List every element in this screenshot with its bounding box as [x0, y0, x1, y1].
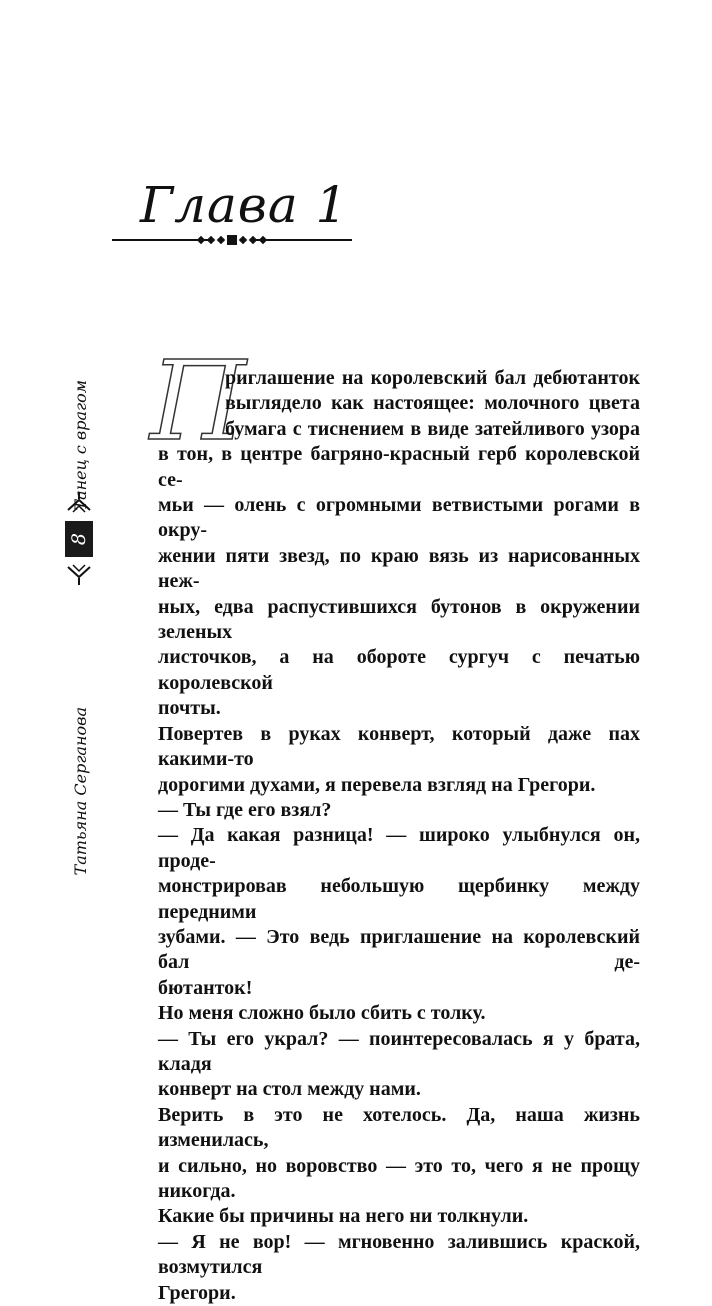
author-name	[66, 589, 94, 993]
text-line: Но меня сложно было сбить с толку.	[158, 1002, 486, 1025]
text-line: выглядело как настоящее: молочного цвета	[225, 392, 640, 415]
body-text	[158, 366, 640, 1306]
text-line: зубами. — Это ведь приглашение на королевский бал де-	[158, 925, 640, 974]
text-line: монстрировав небольшую щербинку между передними	[158, 875, 640, 923]
text-line: почты.	[158, 697, 221, 720]
text-line: бютанток!	[158, 976, 253, 999]
text-line: — Ты где его взял?	[158, 798, 332, 821]
text-line: мьи — олень с огромными ветвистыми рогами в окру-	[158, 494, 640, 542]
page-number: 8	[68, 532, 90, 546]
text-line: Повертев в руках конверт, который даже пах какими-то	[158, 722, 640, 771]
text-line: жении пяти звезд, по краю вязь из нарисованных неж-	[158, 544, 640, 593]
text-line: — Ты его украл? — поинтересовалась я у брата, кладя	[158, 1027, 640, 1075]
text-line: Верить в это не хотелось. Да, наша жизнь изменилась,	[158, 1103, 640, 1152]
page-number-badge	[65, 521, 93, 557]
ornament-arrow-icon	[62, 561, 96, 587]
text-line: в тон, в центре багряно-красный герб королевской се-	[158, 443, 640, 491]
text-line: дорогими духами, я перевела взгляд на Грегори.	[158, 773, 596, 796]
text-line: листочков, а на обороте сургуч с печатью королевской	[158, 646, 640, 694]
text-line: Какие бы причины на него ни толкнули.	[158, 1205, 529, 1228]
text-line: бумага с тиснением в виде затейливого узора	[225, 417, 640, 440]
text-line: конверт на стол между нами.	[158, 1078, 421, 1101]
chapter-title: Глава 1	[140, 176, 349, 234]
running-header	[50, 345, 110, 1065]
text-line: ных, едва распустившихся бутонов в окружении зеленых	[158, 595, 640, 644]
chapter-divider-ornament	[112, 230, 352, 250]
text-line: — Да какая разница! — широко улыбнулся он, проде-	[158, 824, 640, 872]
ornament-arrow-icon	[62, 490, 96, 516]
drop-cap: П	[150, 337, 246, 465]
text-line: — Я не вор! — мгновенно залившись краской, возмутился	[158, 1230, 640, 1279]
text-line: и сильно, но воровство — это то, чего я не прощу никогда.	[158, 1154, 640, 1202]
book-title-text: Танец с врагом	[70, 379, 90, 511]
text-line: Грегори.	[158, 1281, 236, 1304]
text-line: риглашение на королевский бал дебютанток	[225, 367, 640, 389]
author-name-text: Татьяна Серганова	[70, 706, 90, 876]
